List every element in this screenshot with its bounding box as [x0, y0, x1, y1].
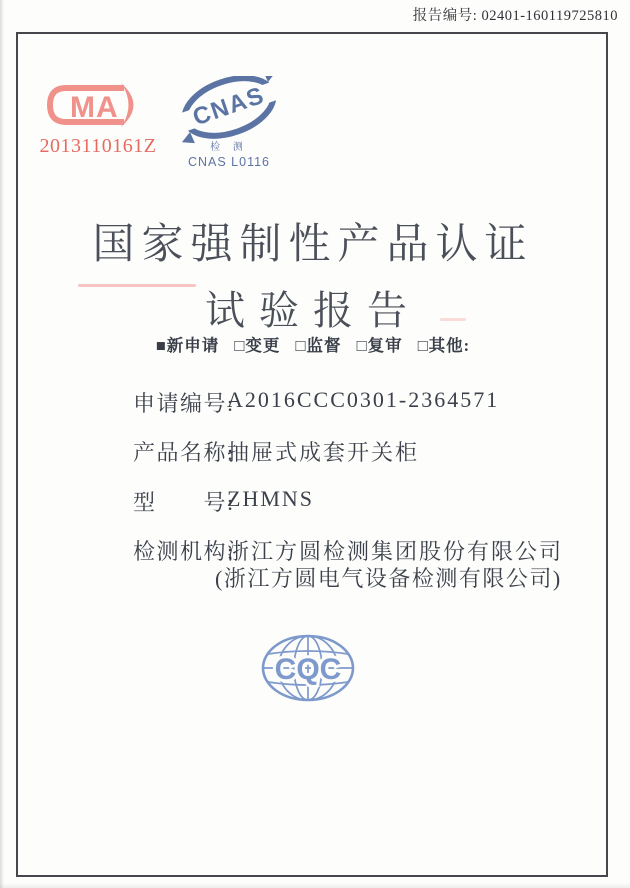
checkbox-review: □复审	[356, 336, 403, 355]
scan-artifact-dot	[440, 318, 466, 321]
cma-number: 2013110161Z	[39, 135, 157, 157]
application-type-row	[16, 332, 610, 356]
checkbox-other: □其他:	[417, 336, 471, 355]
field-value: 抽屉式成套开关柜	[227, 440, 420, 465]
field-label: 产品名称:	[133, 440, 235, 465]
cma-logo-icon	[36, 80, 160, 160]
cma-accreditation-mark	[36, 80, 160, 165]
field-value: 浙江方圆检测集团股份有限公司	[227, 539, 564, 564]
cma-letters: MA	[70, 91, 119, 124]
checkbox-change: □变更	[234, 336, 281, 355]
field-label: 型 号:	[133, 490, 235, 515]
document-title-line2: 试验报告	[205, 288, 421, 333]
cnas-registration-number: CNAS L0116	[187, 155, 271, 169]
report-number	[413, 4, 618, 25]
scan-artifact-streak	[78, 284, 196, 287]
field-value: ZHMNS	[227, 486, 315, 511]
cnas-sub-label: 检 测	[210, 142, 248, 153]
field-test-organization-alt: (浙江方圆电气设备检测有限公司)	[215, 566, 562, 591]
checkbox-new-application: ■新申请	[155, 336, 220, 355]
cqc-letters: CQC	[274, 653, 342, 686]
cqc-logo-icon	[259, 632, 357, 704]
field-label: 检测机构:	[133, 539, 235, 564]
cnas-accreditation-mark	[173, 76, 285, 177]
report-number-value: 02401-160119725810	[481, 8, 618, 24]
checkbox-supervision: □监督	[295, 336, 342, 355]
scan-edge-shadow-left	[0, 0, 4, 888]
field-label: 申请编号:	[133, 391, 235, 416]
cnas-logo-icon	[173, 76, 285, 172]
cnas-letters: CNAS	[189, 81, 269, 132]
scan-edge-shadow-bottom	[0, 883, 630, 888]
report-number-label: 报告编号:	[412, 8, 478, 24]
field-value: A2016CCC0301-2364571	[227, 387, 500, 412]
document-title-line1: 国家强制性产品认证	[92, 222, 534, 268]
cqc-certification-mark	[259, 632, 357, 709]
